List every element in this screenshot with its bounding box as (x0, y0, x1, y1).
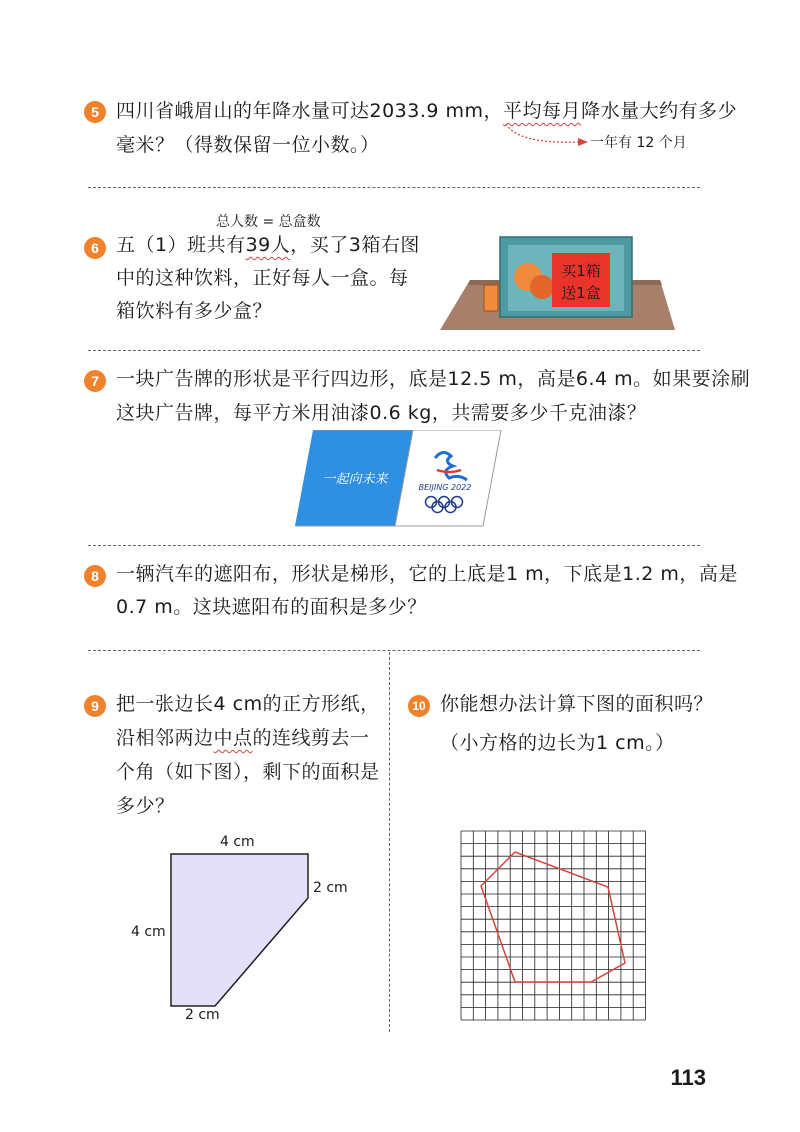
question-number-10: 10 (408, 695, 430, 717)
q10-text-line1: 你能想办法计算下图的面积吗？ (440, 693, 714, 715)
q5-line1-part-c: 降水量大约有多少 (581, 100, 738, 122)
q9-label-top: 4 cm (220, 834, 255, 850)
billboard-illustration (295, 430, 505, 530)
q6-hint-text: 总人数 = 总盒数 (216, 214, 321, 230)
q9-text-line4: 多少？ (116, 795, 175, 817)
divider-4 (88, 650, 700, 651)
q5-text-line2: 毫米？（得数保留一位小数。） (116, 134, 380, 156)
drink-box-illustration (440, 225, 690, 345)
question-number-9: 9 (84, 695, 106, 717)
logo-text: BEIJING 2022 (418, 483, 472, 492)
divider-2 (88, 350, 700, 351)
cut-square-figure (170, 853, 330, 1023)
billboard-slogan: 一起向未来 (322, 472, 388, 487)
q6-text-line1 (116, 232, 420, 258)
q8-text-line1: 一辆汽车的遮阳布，形状是梯形，它的上底是1 m，下底是1.2 m，高是 (116, 563, 738, 585)
divider-1 (88, 187, 700, 188)
question-number-6: 6 (84, 237, 106, 259)
q9-label-left: 4 cm (131, 924, 166, 940)
box-sign-line2: 送1盒 (561, 284, 601, 302)
question-number-5: 5 (84, 101, 106, 123)
box-sign-line1: 买1箱 (561, 262, 601, 280)
q9-text-line2 (116, 725, 370, 751)
area-grid-figure (460, 830, 646, 1024)
divider-3 (88, 545, 700, 546)
q6-keyword-39: 39人 (245, 234, 291, 256)
irregular-polygon-outline (481, 852, 625, 982)
q5-hint-text: 一年有 12 个月 (590, 135, 687, 151)
q9-text-line1: 把一张边长4 cm的正方形纸， (116, 693, 380, 715)
page-number: 113 (670, 1065, 706, 1090)
q7-text-line2: 这块广告牌，每平方米用油漆0.6 kg，共需要多少千克油漆？ (116, 402, 647, 424)
q6-line1-part-c: ，买了3箱右图 (290, 234, 420, 256)
q6-text-line3: 箱饮料有多少盒？ (116, 300, 273, 322)
q9-text-line3: 个角（如下图），剩下的面积是 (116, 761, 380, 783)
q9-keyword-midpoint: 中点 (213, 727, 253, 749)
q8-text-line2: 0.7 m。这块遮阳布的面积是多少？ (116, 596, 427, 618)
q5-line1-part-a: 四川省峨眉山的年降水量可达2033.9 mm， (116, 100, 504, 122)
question-number-8: 8 (84, 565, 106, 587)
column-divider (389, 652, 390, 1032)
q6-line1-part-a: 五（1）班共有 (116, 234, 246, 256)
q5-keyword-per-month: 平均每月 (503, 100, 582, 122)
q7-text-line1: 一块广告牌的形状是平行四边形，底是12.5 m，高是6.4 m。如果要涂刷 (116, 368, 751, 390)
q9-label-right: 2 cm (313, 880, 348, 896)
question-number-7: 7 (84, 370, 106, 392)
q10-text-line2: （小方格的边长为1 cm。） (440, 732, 675, 754)
q9-line2-part-c: 的连线剪去一 (252, 727, 370, 749)
q6-text-line2: 中的这种饮料，正好每人一盒。每 (116, 267, 409, 289)
q9-line2-part-a: 沿相邻两边 (116, 727, 214, 749)
q9-label-bottom: 2 cm (185, 1007, 220, 1023)
q5-text-line1 (116, 98, 737, 124)
